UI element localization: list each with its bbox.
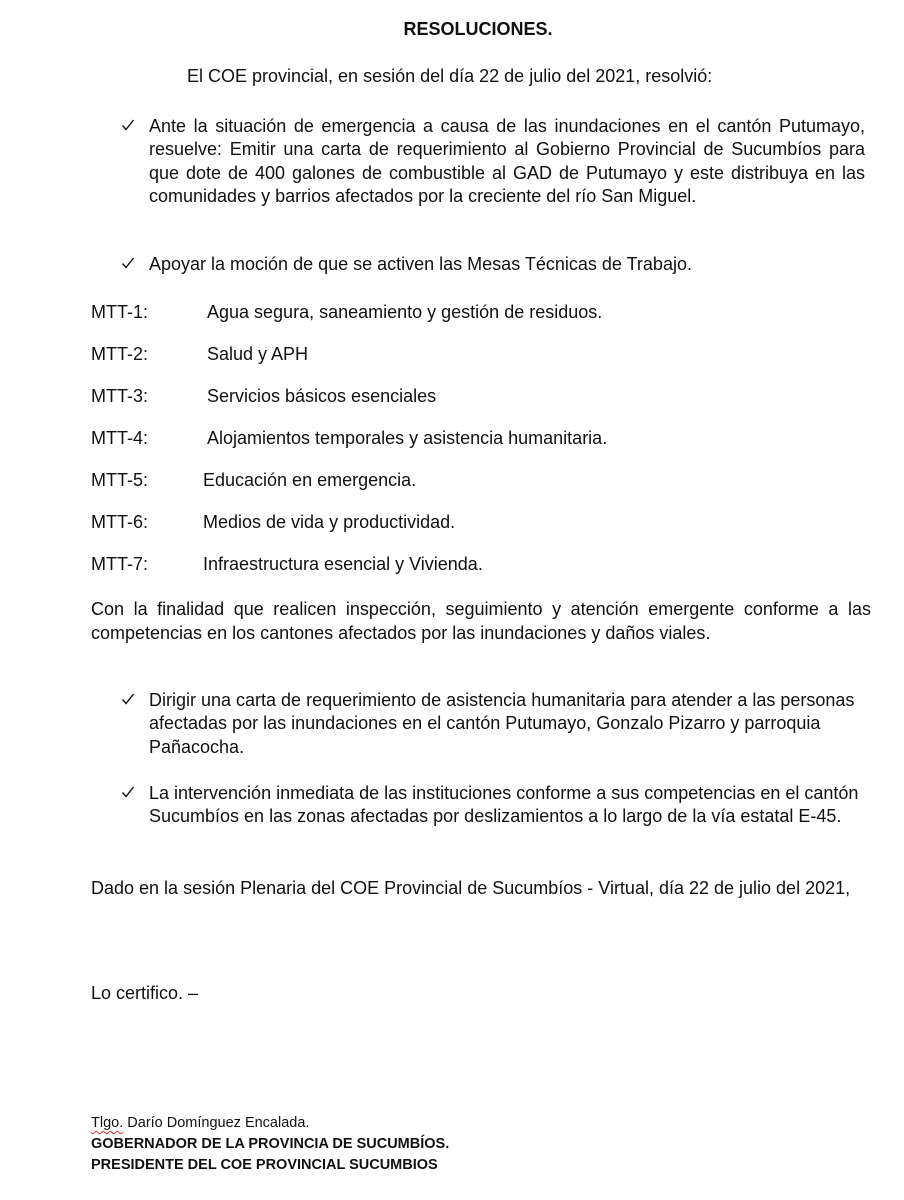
mtt-code: MTT-4: [91, 428, 148, 448]
signatory-role-1: GOBERNADOR DE LA PROVINCIA DE SUCUMBÍOS. [91, 1136, 450, 1152]
checkmark-icon [121, 785, 135, 799]
mtt-code: MTT-1: [91, 302, 148, 322]
mtt-code: MTT-5: [91, 470, 148, 490]
mtt-description: Infraestructura esencial y Vivienda. [203, 554, 483, 574]
checkmark-icon [121, 692, 135, 706]
signatory-role-2: PRESIDENTE DEL COE PROVINCIAL SUCUMBIOS [91, 1157, 438, 1173]
mtt-description: Medios de vida y productividad. [203, 512, 456, 532]
mtt-code: MTT-7: [91, 554, 148, 574]
purpose-paragraph: Con la finalidad que realicen inspección, seguimiento y atención emergente conforme a las competencias en los cantones afectados por las inundaciones y daños viales. [91, 599, 871, 643]
signatory-title: Tlgo. [91, 1115, 124, 1131]
certification-line: Lo certifico. – [91, 983, 199, 1003]
page-title: RESOLUCIONES. [403, 19, 553, 39]
mtt-code: MTT-6: [91, 512, 148, 532]
mtt-description: Educación en emergencia. [203, 470, 417, 490]
mtt-code: MTT-2: [91, 344, 148, 364]
resolution-item-2: Apoyar la moción de que se activen las Mesas Técnicas de Trabajo. [149, 254, 692, 274]
intro-line: El COE provincial, en sesión del día 22 de julio del 2021, resolvió: [187, 66, 713, 86]
resolution-item-1: Ante la situación de emergencia a causa de las inundaciones en el cantón Putumayo, resuelve: Emitir una carta de requerimiento al Gobierno Provincial de Sucumbíos para que dote de 400 galones de combustible al GAD de Putumayo y este distribuya en las comunidades y barrios afectados por la creciente del río San Miguel. [149, 116, 865, 206]
mtt-description: Salud y APH [207, 344, 309, 364]
closing-paragraph: Dado en la sesión Plenaria del COE Provincial de Sucumbíos - Virtual, día 22 de julio del 2021, [91, 878, 851, 898]
mtt-description: Agua segura, saneamiento y gestión de residuos. [207, 302, 603, 322]
resolution-item-3: Dirigir una carta de requerimiento de asistencia humanitaria para atender a las personas afectadas por las inundaciones en el cantón Putumayo, Gonzalo Pizarro y parroquia Pañacocha. [149, 690, 855, 757]
resolution-item-4: La intervención inmediata de las instituciones conforme a sus competencias en el cantón Sucumbíos en las zonas afectadas por deslizamientos a lo largo de la vía estatal E-45. [149, 783, 859, 827]
mtt-description: Alojamientos temporales y asistencia humanitaria. [207, 428, 608, 448]
mtt-code: MTT-3: [91, 386, 148, 406]
mtt-description: Servicios básicos esenciales [207, 386, 437, 406]
checkmark-icon [121, 256, 135, 270]
checkmark-icon [121, 118, 135, 132]
signatory-fullname: Darío Domínguez Encalada. [123, 1115, 310, 1131]
signatory-name [91, 1113, 309, 1133]
